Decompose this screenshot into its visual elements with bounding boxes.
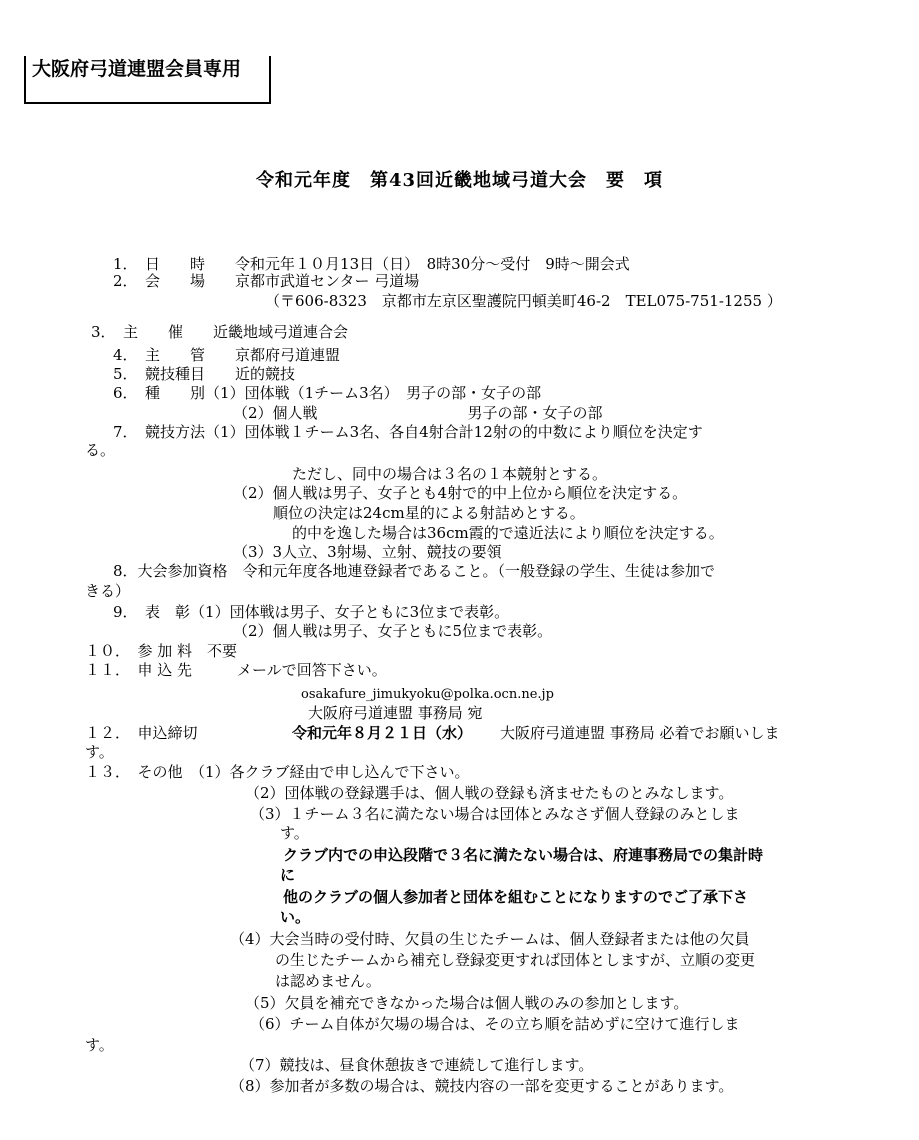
item-1-datetime: 1． 日 時 令和元年１０月13日（日） 8時30分～受付 9時～開会式 — [113, 255, 630, 273]
item-13-note-7: （7）競技は、昼食休憩抜きで連続して進行します。 — [240, 1056, 594, 1074]
item-3-organizer: 3． 主 催 近畿地域弓道連合会 — [91, 323, 349, 341]
item-7-method-cont: る。 — [85, 441, 116, 459]
item-13-note-6-cont: す。 — [85, 1036, 114, 1054]
item-13-note-3: （3）１チーム３名に満たない場合は団体とみなさず個人登録のみとしま — [250, 805, 740, 823]
item-7-ranking: 順位の決定は24cm星的による射詰めとする。 — [273, 504, 585, 522]
item-13-bold-note-1: クラブ内での申込段階で３名に満たない場合は、府連事務局での集計時 — [283, 846, 764, 864]
item-12-deadline-date: 令和元年８月２１日（水） — [292, 724, 473, 742]
item-7-format: （3）3人立、3射場、立射、競技の要領 — [233, 543, 502, 561]
item-11-application: １１． 申 込 先 メールで回答下さい。 — [85, 661, 387, 679]
item-9-awards-2: （2）個人戦は男子、女子ともに5位まで表彰。 — [233, 622, 553, 640]
item-6-category: 6． 種 別（1）団体戦（1チーム3名） 男子の部・女子の部 — [113, 384, 542, 402]
item-6-category-2: （2）個人戦 男子の部・女子の部 — [233, 404, 603, 422]
document-title: 令和元年度 第43回近畿地域弓道大会 要 項 — [255, 170, 664, 191]
item-7-tie-rule: ただし、同中の場合は３名の１本競射とする。 — [292, 465, 608, 483]
contact-addressee: 大阪府弓道連盟 事務局 宛 — [308, 704, 483, 722]
item-13-other: １３． その他 （1）各クラブ経由で申し込んで下さい。 — [85, 763, 470, 781]
item-12-deadline-note: 大阪府弓道連盟 事務局 必着でお願いしま — [500, 724, 780, 742]
item-5-event-type: 5． 競技種目 近的競技 — [113, 365, 296, 383]
venue-address: （〒606-8323 京都市左京区聖護院円頓美町46-2 TEL075-751-1255 ） — [265, 292, 782, 310]
members-only-label-box — [24, 56, 271, 104]
item-13-note-4: （4）大会当時の受付時、欠員の生じたチームは、個人登録者または他の欠員 — [230, 930, 750, 948]
item-2-venue: 2． 会 場 京都市武道センター 弓道場 — [113, 272, 420, 290]
item-7-individual: （2）個人戦は男子、女子とも4射で的中上位から順位を決定する。 — [233, 484, 688, 502]
item-13-note-3-cont: す。 — [280, 824, 309, 842]
item-13-note-4-cont: の生じたチームから補充し登録変更すれば団体としますが、立順の変更 — [275, 951, 756, 969]
item-13-bold-note-2-cont: い。 — [280, 908, 311, 926]
item-13-note-2: （2）団体戦の登録選手は、個人戦の登録も済ませたものとみなします。 — [245, 784, 734, 802]
item-13-bold-note-2: 他のクラブの個人参加者と団体を組むことになりますのでご了承下さ — [283, 888, 749, 906]
item-13-note-6: （6）チーム自体が欠場の場合は、その立ち順を詰めずに空けて進行しま — [250, 1015, 740, 1033]
item-13-note-5: （5）欠員を補充できなかった場合は個人戦のみの参加とします。 — [245, 994, 689, 1012]
item-7-method: 7． 競技方法（1）団体戦１チーム3名、各自4射合計12射の的中数により順位を決定す — [113, 423, 703, 441]
item-12-deadline-cont: す。 — [85, 743, 114, 761]
item-13-bold-note-1-cont: に — [280, 866, 296, 884]
item-7-missed: 的中を逸した場合は36cm霞的で遠近法により順位を決定する。 — [292, 524, 724, 542]
item-13-note-8: （8）参加者が多数の場合は、競技内容の一部を変更することがあります。 — [230, 1077, 734, 1095]
item-13-note-4-cont-2: は認めません。 — [275, 972, 381, 990]
item-10-fee: １０． 参 加 料 不要 — [85, 642, 238, 660]
item-4-host: 4． 主 管 京都府弓道連盟 — [113, 346, 341, 364]
contact-email: osakafure_jimukyoku@polka.ocn.ne.jp — [301, 687, 554, 702]
item-9-awards: 9． 表 彰（1）団体戦は男子、女子ともに3位まで表彰。 — [113, 603, 510, 621]
members-only-label: 大阪府弓道連盟会員専用 — [32, 58, 242, 80]
item-8-eligibility: 8．大会参加資格 令和元年度各地連登録者であること。（一般登録の学生、生徒は参加で — [113, 562, 716, 580]
item-8-eligibility-cont: きる） — [85, 582, 131, 600]
item-12-deadline-label: １２． 申込締切 — [85, 724, 198, 742]
